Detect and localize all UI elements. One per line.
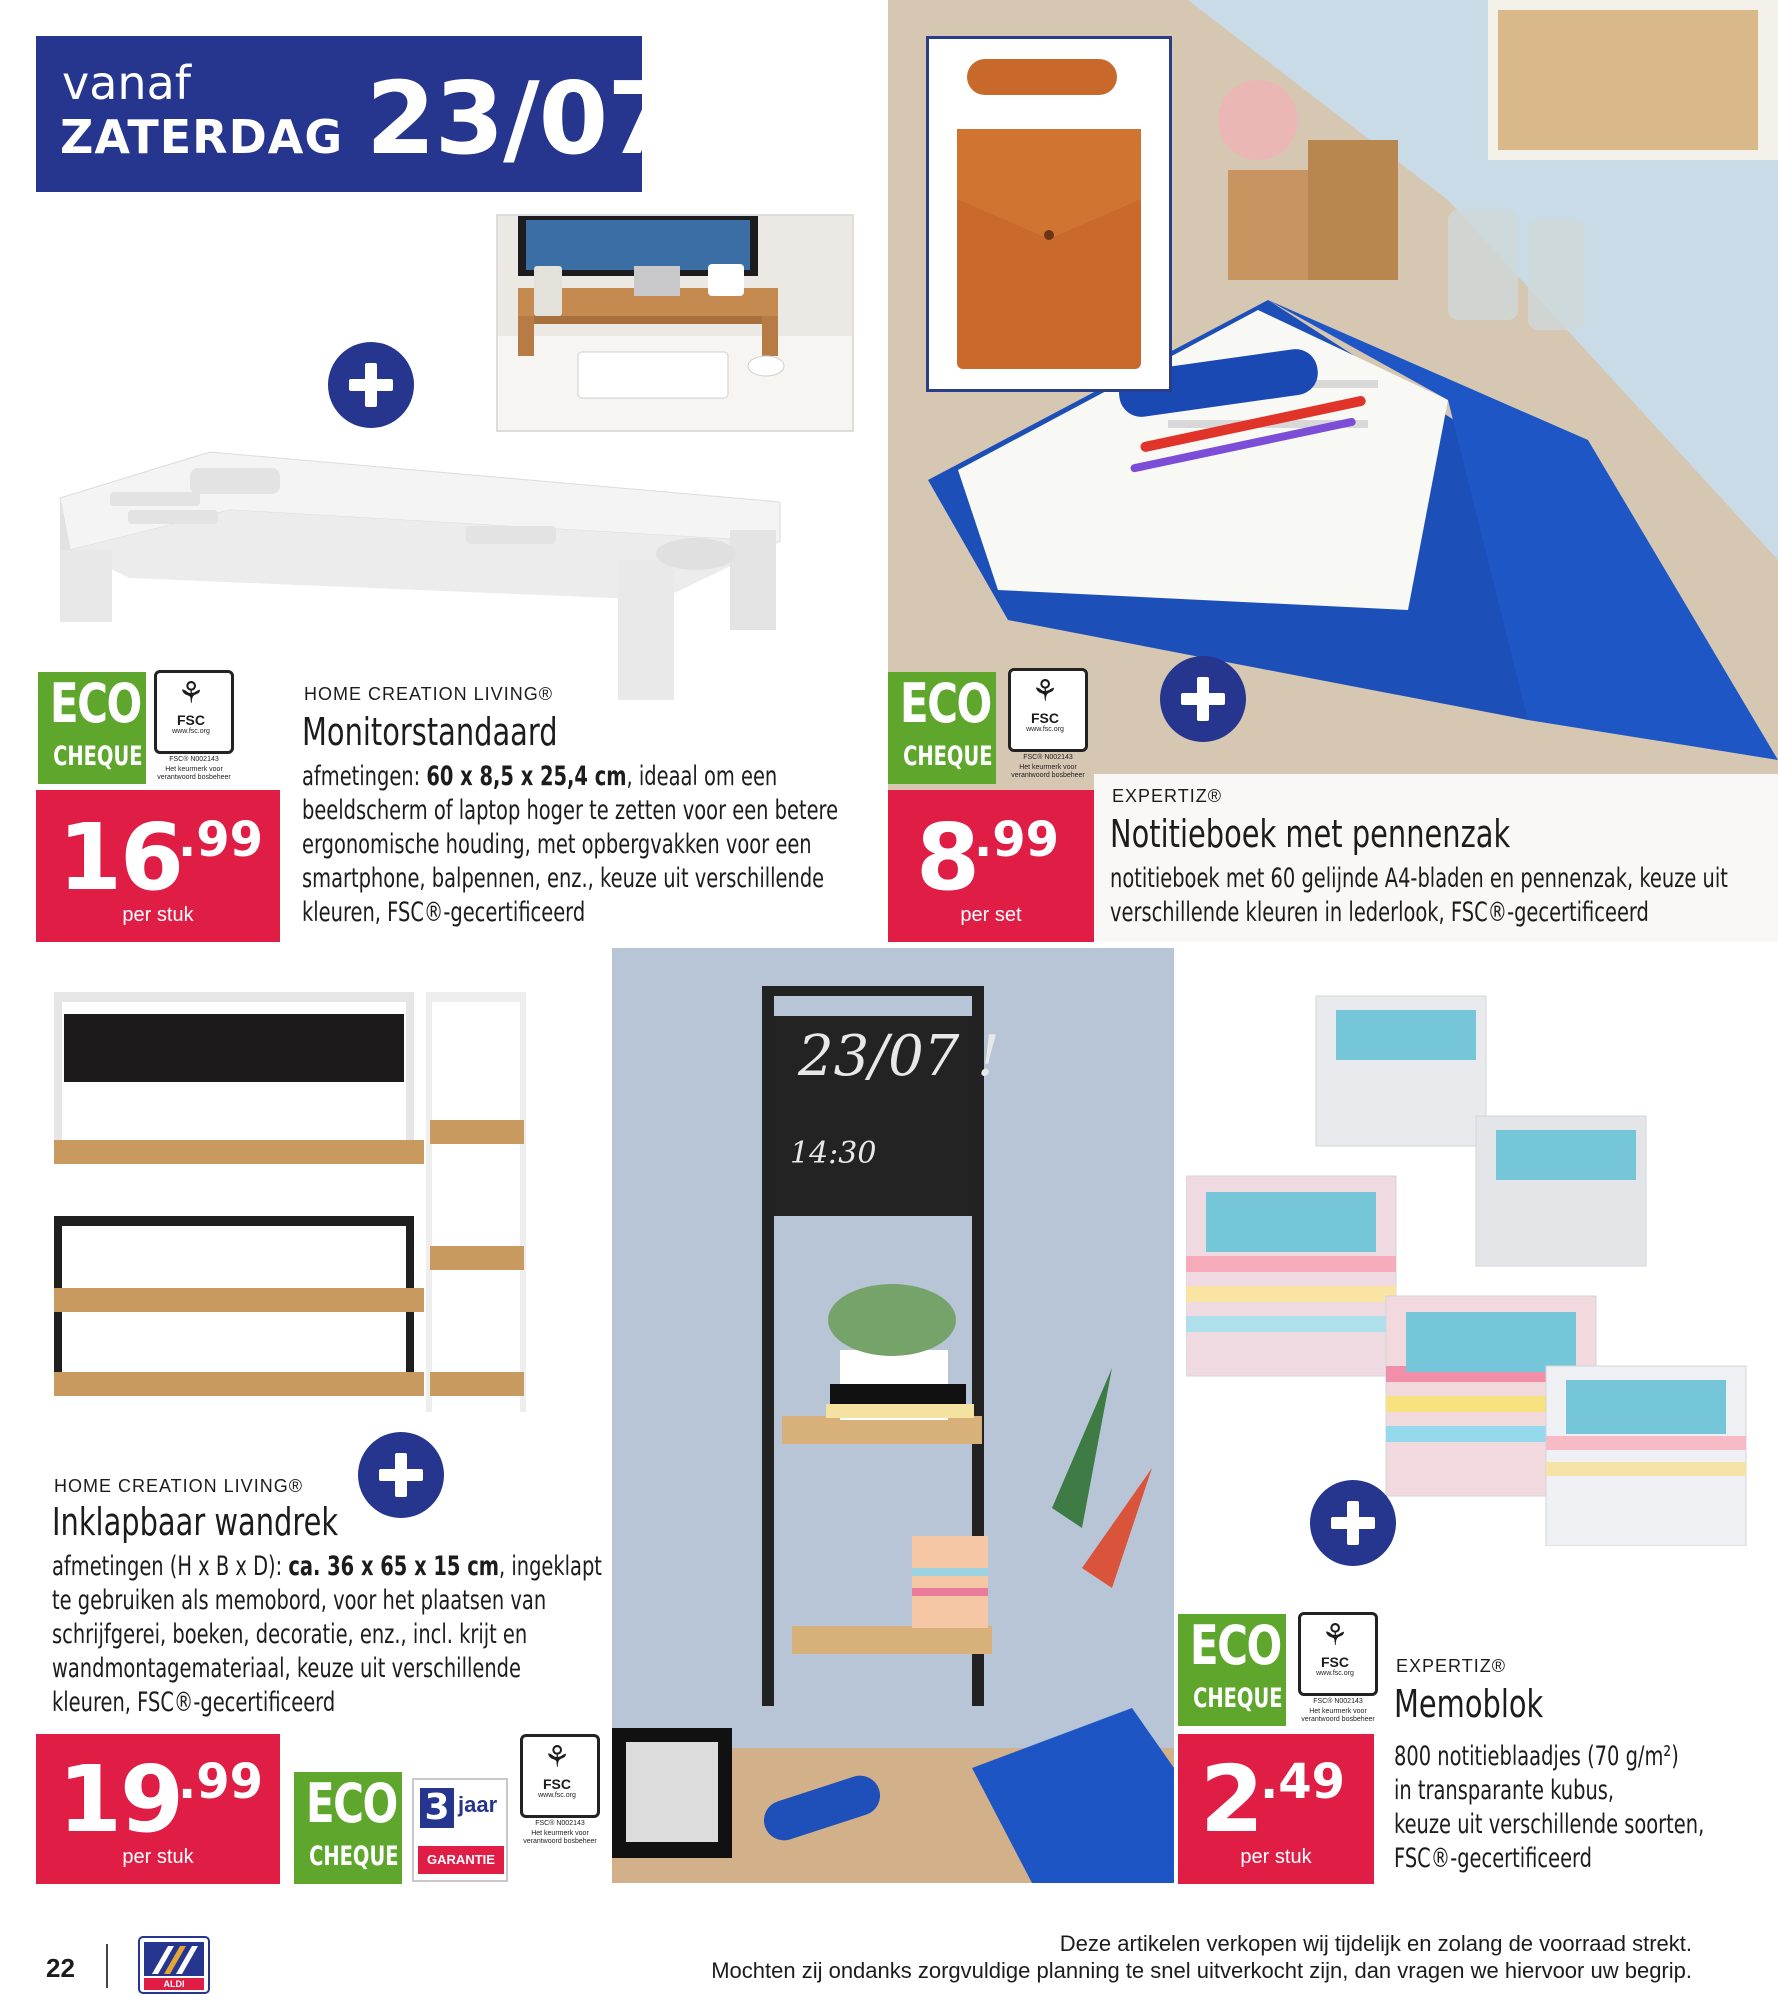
price-main: 16: [58, 804, 183, 911]
footer-disclaimer: [592, 1930, 1692, 1984]
monitor-stand-desk-photo: [496, 214, 854, 432]
desc-line: 800 notitieblaadjes (70 g/m²): [1394, 1741, 1679, 1772]
banner-day: ZATERDAG: [60, 110, 344, 164]
footer-line: Mochten zij ondanks zorgvuldige planning te snel uitverkocht zijn, dan vragen we hiervoor uw begrip.: [711, 1958, 1692, 1983]
fsc-badge: [154, 670, 234, 786]
chalkboard-date: 23/07 !: [798, 1024, 1000, 1089]
guarantee-badge: [412, 1778, 508, 1882]
product-title: Memoblok: [1394, 1682, 1544, 1726]
memo-cubes-photo: [1186, 966, 1756, 1546]
banner-date: 23/07: [366, 60, 676, 177]
product-title: Monitorstandaard: [302, 710, 558, 754]
desc-line: wandmontagemateriaal, keuze uit verschillende: [52, 1653, 521, 1684]
price-box: [36, 1734, 280, 1884]
eco-cheque-badge: [888, 672, 996, 784]
eco-label: ECO: [1189, 1614, 1281, 1677]
fsc-tree-icon: ⚘: [1321, 1619, 1349, 1652]
monitor-stand-photo: [40, 430, 786, 700]
fsc-site: www.fsc.org: [538, 1792, 576, 1799]
fsc-tree-icon: ⚘: [177, 677, 205, 710]
fsc-tree-icon: ⚘: [543, 1741, 571, 1774]
cheque-label: CHEQUE: [1193, 1683, 1283, 1714]
fsc-label: FSC: [177, 712, 205, 728]
price-main: 2: [1200, 1746, 1263, 1853]
desc-line: verschillende kleuren in lederlook, FSC®-gecertificeerd: [1110, 897, 1649, 928]
fsc-site: www.fsc.org: [1026, 726, 1064, 733]
fsc-license: FSC® N002143: [1313, 1698, 1363, 1705]
fsc-site: www.fsc.org: [172, 728, 210, 735]
desc-line: smartphone, balpennen, enz., keuze uit verschillende: [302, 863, 825, 894]
price-decimals: .99: [178, 812, 264, 868]
fsc-caption: Het keurmerk voor verantwoord bosbeheer: [157, 766, 231, 781]
fsc-caption: Het keurmerk voor verantwoord bosbeheer: [523, 1830, 597, 1845]
aldi-logo-text: ALDI: [163, 1979, 185, 1989]
product-description: [1110, 862, 1728, 930]
price-decimals: .99: [178, 1754, 264, 1810]
desc-line: in transparante kubus,: [1394, 1775, 1615, 1806]
fsc-badge: [520, 1734, 600, 1850]
desc-line: schrijfgerei, boeken, decoratie, enz., incl. krijt en: [52, 1619, 528, 1650]
fsc-license: FSC® N002143: [535, 1820, 585, 1827]
wall-rack-photo: [30, 990, 580, 1430]
desc-line: kleuren, FSC®-gecertificeerd: [52, 1687, 336, 1718]
price-box: [36, 790, 280, 942]
cheque-label: CHEQUE: [53, 741, 143, 772]
desc-dimensions: 60 x 8,5 x 25,4 cm: [426, 761, 627, 792]
price-unit: per stuk: [122, 1846, 194, 1868]
price-box: [1178, 1734, 1374, 1884]
desc-line: , ingeklapt: [499, 1551, 602, 1582]
price-box: [888, 790, 1094, 942]
guarantee-number: 3: [420, 1788, 454, 1828]
eco-cheque-badge: [1178, 1614, 1286, 1726]
price-main: 19: [58, 1746, 183, 1853]
plus-icon: [328, 342, 414, 428]
fsc-site: www.fsc.org: [1316, 1670, 1354, 1677]
product-title: Inklapbaar wandrek: [52, 1500, 339, 1544]
aldi-logo: [138, 1936, 210, 1994]
price-unit: per set: [960, 904, 1022, 926]
desc-line: notitieboek met 60 gelijnde A4-bladen en pennenzak, keuze uit: [1110, 863, 1728, 894]
desc-line: te gebruiken als memobord, voor het plaatsen van: [52, 1585, 547, 1616]
desc-line: afmetingen:: [302, 761, 427, 792]
product-brand: EXPERTIZ®: [1112, 786, 1222, 806]
product-brand: HOME CREATION LIVING®: [54, 1476, 303, 1496]
fsc-label: FSC: [1031, 710, 1059, 726]
date-banner: [36, 36, 676, 192]
product-description: [302, 760, 838, 930]
eco-label: ECO: [49, 672, 141, 735]
product-brand: EXPERTIZ®: [1396, 1656, 1506, 1676]
price-unit: per stuk: [122, 904, 194, 926]
eco-label: ECO: [899, 672, 991, 735]
desc-line: kleuren, FSC®-gecertificeerd: [302, 897, 586, 928]
page-number: 22: [46, 1953, 75, 1983]
fsc-license: FSC® N002143: [169, 756, 219, 763]
cheque-label: CHEQUE: [903, 741, 993, 772]
fsc-label: FSC: [543, 1776, 571, 1792]
chalkboard-time: 14:30: [790, 1136, 877, 1171]
desc-line: keuze uit verschillende soorten,: [1394, 1809, 1705, 1840]
fsc-license: FSC® N002143: [1023, 754, 1073, 761]
product-title: Notitieboek met pennenzak: [1110, 812, 1511, 856]
price-unit: per stuk: [1240, 1846, 1312, 1868]
fsc-caption: Het keurmerk voor verantwoord bosbeheer: [1011, 764, 1085, 779]
footer-line: Deze artikelen verkopen wij tijdelijk en zolang de voorraad strekt.: [1059, 1931, 1692, 1956]
price-decimals: .99: [974, 812, 1060, 868]
desc-dimensions: ca. 36 x 65 x 15 cm: [288, 1551, 500, 1582]
price-main: 8: [916, 804, 979, 911]
eco-cheque-badge: [38, 672, 146, 784]
guarantee-label: GARANTIE: [418, 1846, 504, 1874]
notebook-inset-photo: [926, 36, 1172, 392]
desc-line: , ideaal om een: [626, 761, 778, 792]
desc-line: afmetingen (H x B x D):: [52, 1551, 289, 1582]
fsc-label: FSC: [1321, 1654, 1349, 1670]
fsc-badge: [1008, 668, 1088, 784]
plus-icon: [1160, 656, 1246, 742]
fsc-tree-icon: ⚘: [1031, 675, 1059, 708]
product-brand: HOME CREATION LIVING®: [304, 684, 553, 704]
desc-line: FSC®-gecertificeerd: [1394, 1843, 1593, 1874]
product-description: [52, 1550, 602, 1720]
plus-icon: [1310, 1480, 1396, 1566]
eco-label: ECO: [305, 1772, 397, 1835]
eco-cheque-badge: [294, 1772, 402, 1884]
fsc-caption: Het keurmerk voor verantwoord bosbeheer: [1301, 1708, 1375, 1723]
footer-divider: [106, 1944, 108, 1988]
desc-line: beeldscherm of laptop hoger te zetten voor een betere: [302, 795, 839, 826]
plus-icon: [358, 1432, 444, 1518]
cheque-label: CHEQUE: [309, 1841, 399, 1872]
desc-line: ergonomische houding, met opbergvakken voor een: [302, 829, 812, 860]
guarantee-unit: jaar: [458, 1792, 498, 1817]
fsc-badge: [1298, 1612, 1378, 1728]
product-description: [1394, 1740, 1704, 1876]
banner-vanaf: vanaf: [62, 56, 191, 110]
price-decimals: .49: [1260, 1754, 1346, 1810]
